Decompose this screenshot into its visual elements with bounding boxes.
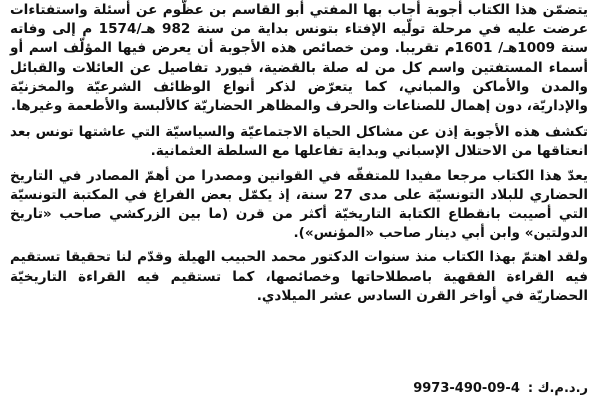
- isbn-number: 9973-490-09-4: [413, 381, 520, 396]
- isbn-label: ر.د.م.ك :: [527, 381, 588, 396]
- paragraph-editor: ولقد اهتمّ بهذا الكتاب منذ سنوات الدكتور محمد الحبيب الهيلة وقدّم لنا تحقيقا تستقيم فيه القراءة الفقهية باصطلاحاتها وخصائصها، كما تستقيم فيه القراءة التاريخيّة الحضاريّة في أواخر القرن السادس عشر الميلادي.: [10, 249, 588, 304]
- paragraph-social-issues: تكشف هذه الأجوبة إذن عن مشاكل الحياة الاجتماعيّة والسياسيّة التي عاشتها تونس بعد انعتاقها من الاحتلال الإسباني وبداية تفاعلها مع السلطة العثمانية.: [10, 124, 588, 160]
- paragraph-reference-value: يعدّ هذا الكتاب مرجعا مفيدا للمتفقّه في القوانين ومصدرا من أهمّ المصادر في التاريخ الحضاري للبلاد التونسيّة على مدى 27 سنة، إذ يكمّل بعض الفراغ في المكتبة التونسيّة التي أصيبت بانقطاع الكتابة التاريخيّة أكثر من قرن (ما بين الزركشي صاحب «تاريخ الدولتين» وابن أبي دينار صاحب «المؤنس»).: [10, 167, 588, 242]
- isbn-line: [413, 381, 588, 396]
- paragraph-intro: يتضمّن هذا الكتاب أجوبة أجاب بها المفتي أبو القاسم بن عظُّوم عن أسئلة واستفتاءات عرضت عليه في مرحلة تولّيه الإفتاء بتونس بداية من سنة 982 هـ/1574 م إلى وفاته سنة 1009هـ/ 1601م تقريبا. ومن خصائص هذه الأجوبة أن يعرض فيها المؤلّف اسم أو أسماء المستفتين واسم كل من له صلة بالقضية، فيورد تفاصيل عن العائلات والقبائل والمدن والأماكن والمباني، كما يتعرّض لذكر أنواع الوظائف الشرعيّة والمخزنيّة والإداريّة، دون إهمال للصناعات والحرف والمظاهر الحضاريّة كالألبسة والأطعمة وغيرها.: [10, 2, 588, 115]
